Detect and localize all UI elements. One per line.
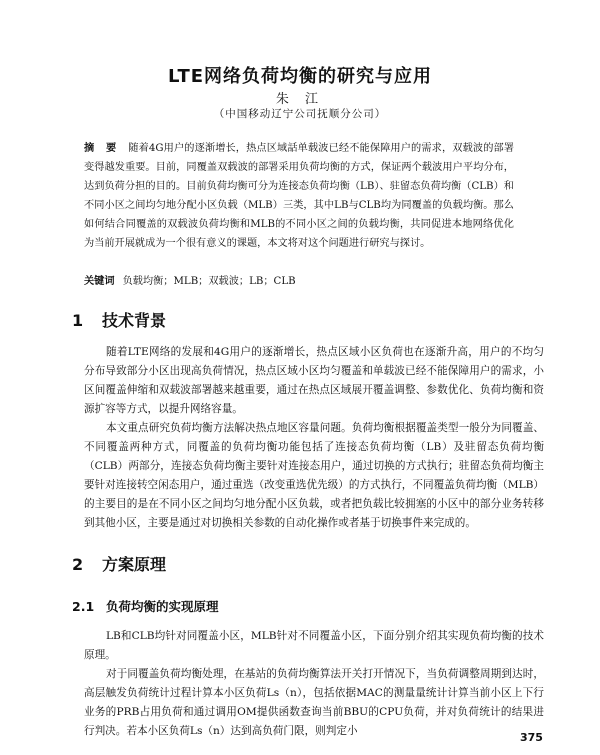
section-heading-1 (72, 308, 166, 331)
keywords-text: 负载均衡；MLB；双载波；LB；CLB (122, 276, 296, 287)
subsection-title: 负荷均衡的实现原理 (106, 599, 219, 614)
paper-title: LTE网络负荷均衡的研究与应用 (167, 66, 433, 87)
abstract-text: 随着4G用户的逐渐增长，热点区域話单载波已经不能保障用户的需求，双载波的部署变得越发重要。目前，同覆盖双载波的部署采用负荷均衡的方式，保证两个载波用户平均分布，达到负荷分担的目的。目前负荷均衡可分为连接态负荷均衡（LB）、驻留态负荷均衡（CLB）和不同小区之间均匀地分配小区负载（MLB）三类，其中LB与CLB均为同覆盖的负载均衡。那么如何结合同覆盖的双载波负荷均衡和MLB的不同小区之间的负载均衡，共同促进本地网络优化为当前开展就成为一个很有意义的课题，本文将对这个问题进行研究与探讨。 (84, 143, 515, 249)
section-title: 方案原理 (102, 555, 167, 574)
author-affiliation: （中国移动辽宁公司抚顺分公司） (213, 108, 387, 120)
body-paragraph: 本文重点研究负荷均衡方法解决热点地区容量问题。负荷均衡根据覆盖类型一般分为同覆盖、不同覆盖两种方式，同覆盖的负荷均衡功能包括了连接态负荷均衡（LB）及驻留态负荷均衡（CLB）两部分，连接态负荷均衡主要针对连接态用户，通过切换的方式执行；驻留态负荷均衡主要针对连接转空闲态用户，通过重选（改变重选优先级）的方式执行，不同覆盖负荷均衡（MLB）的主要目的是在不同小区之间均匀地分配小区负载，或者把负载比较拥塞的小区中的部分业务转移到其他小区，主要是通过对切换相关参数的自动化操作或者基于切换事件来完成的。 (84, 422, 545, 529)
author-name: 朱 江 (275, 92, 325, 107)
subsection-heading-2-1 (72, 597, 219, 615)
section-number: 1 (72, 311, 84, 330)
subsection-number: 2.1 (72, 599, 95, 614)
body-paragraph: LB和CLB均针对同覆盖小区，MLB针对不同覆盖小区，下面分别介绍其实现负荷均衡的技术原理。 (84, 630, 544, 661)
body-paragraph: 随着LTE网络的发展和4G用户的逐渐增长，热点区域小区负荷也在逐渐升高，用户的不均匀分布导致部分小区出现高负荷情况，热点区域小区均匀覆盖和单载波已经不能保障用户的需求，小区间覆盖伸缩和双载波部署越来越重要，通过在热点区域展开覆盖调整、参数优化、负荷均衡和资源扩容等方式，以提升网络容量。 (84, 346, 544, 415)
section-number: 2 (72, 555, 84, 574)
page-number: 375 (520, 731, 543, 744)
keywords-block (84, 272, 514, 291)
keywords-label: 关键词 (84, 276, 115, 287)
abstract-block (84, 139, 514, 253)
section-title: 技术背景 (102, 311, 167, 330)
section-heading-2 (72, 552, 166, 575)
abstract-label: 摘 要 (84, 143, 121, 154)
body-paragraph: 对于同覆盖负荷均衡处理，在基站的负荷均衡算法开关打开情况下，当负荷调整周期到达时，高层触发负荷统计过程计算本小区负荷Ls（n），包括依据MAC的测量量统计计算当前小区上下行业务的PRB占用负荷和通过调用OM提供函数查询当前BBU的CPU负荷，并对负荷统计的结果进行判决。若本小区负荷Ls（n）达到高负荷门限，则判定小 (84, 668, 544, 737)
